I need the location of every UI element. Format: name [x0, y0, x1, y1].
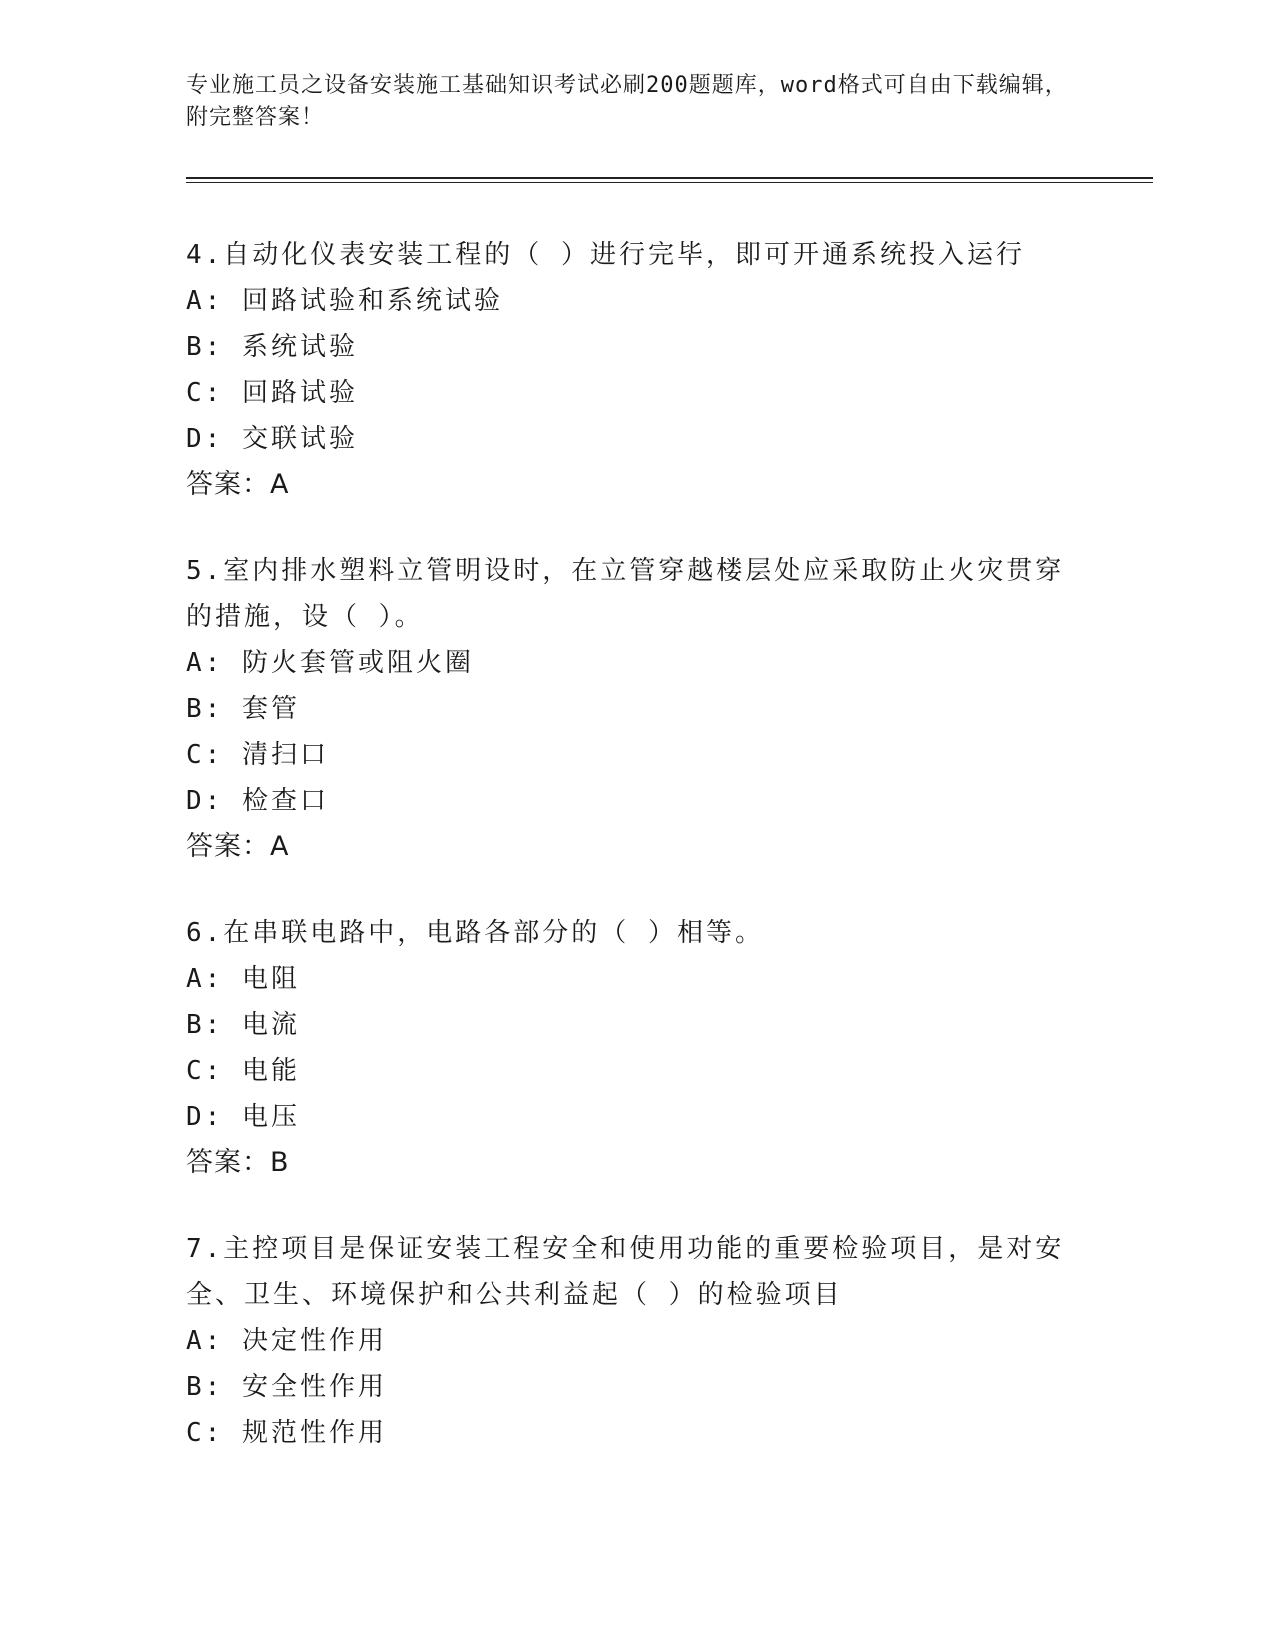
option-c: C: 规范性作用: [186, 1418, 387, 1448]
document-header: [186, 70, 1086, 134]
question-list: [186, 232, 1086, 1496]
option-b: B: 电流: [186, 1010, 300, 1040]
header-divider-top: [186, 177, 1153, 179]
option-b: B: 安全性作用: [186, 1372, 387, 1402]
answer: 答案：A: [186, 831, 290, 862]
question-6: [186, 910, 1086, 1186]
option-b: B: 套管: [186, 694, 300, 724]
question-7: [186, 1226, 1086, 1456]
question-text: 7.主控项目是保证安装工程安全和使用功能的重要检验项目，是对安全、卫生、环境保护和公共利益起（ ）的检验项目: [186, 1234, 1065, 1310]
option-c: C: 回路试验: [186, 378, 358, 408]
option-b: B: 系统试验: [186, 332, 358, 362]
question-text: 5.室内排水塑料立管明设时，在立管穿越楼层处应采取防止火灾贯穿的措施，设（ ）。: [186, 556, 1065, 632]
option-d: D: 电压: [186, 1102, 300, 1132]
header-title: 专业施工员之设备安装施工基础知识考试必刷200题题库，word格式可自由下载编辑，附完整答案！: [186, 73, 1068, 130]
question-text: 4.自动化仪表安装工程的（ ）进行完毕，即可开通系统投入运行: [186, 240, 1025, 270]
option-a: A: 决定性作用: [186, 1326, 387, 1356]
option-d: D: 交联试验: [186, 424, 358, 454]
header-divider-bottom: [186, 182, 1153, 183]
option-c: C: 清扫口: [186, 740, 329, 770]
answer: 答案：A: [186, 469, 290, 500]
option-a: A: 防火套管或阻火圈: [186, 648, 474, 678]
option-c: C: 电能: [186, 1056, 300, 1086]
option-d: D: 检查口: [186, 786, 329, 816]
question-5: [186, 548, 1086, 870]
option-a: A: 回路试验和系统试验: [186, 286, 503, 316]
question-4: [186, 232, 1086, 508]
option-a: A: 电阻: [186, 964, 300, 994]
answer: 答案：B: [186, 1147, 290, 1178]
question-text: 6.在串联电路中，电路各部分的（ ）相等。: [186, 918, 764, 948]
